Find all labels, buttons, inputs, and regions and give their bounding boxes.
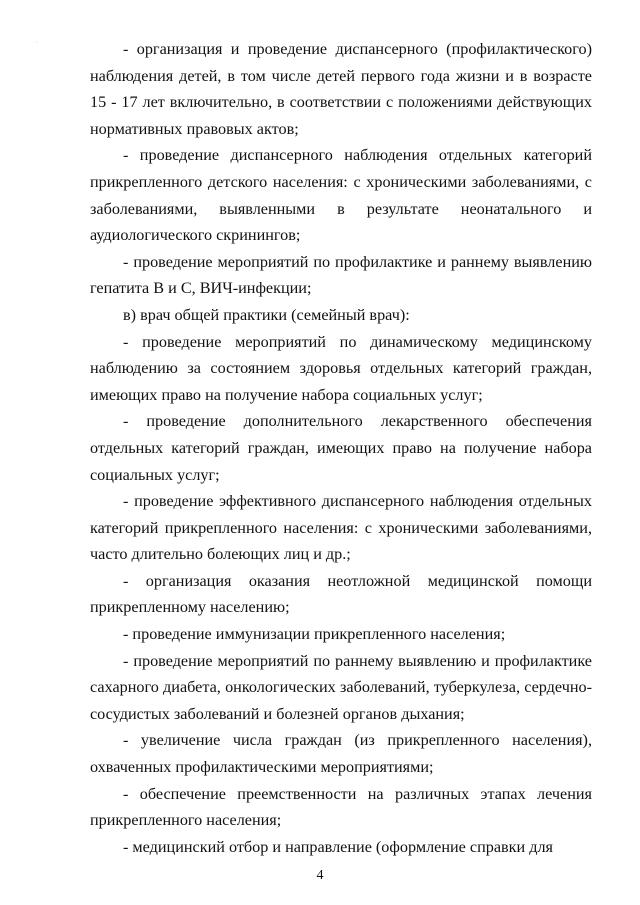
page-number: 4 [316,868,324,883]
paragraph-11: - увеличение числа граждан (из прикрепленного населения), охваченных профилактическими мероприятиями; [90,731,592,777]
paragraph-6: - проведение дополнительного лекарственного обеспечения отдельных категорий граждан, имеющих право на получение набора социальных услуг; [90,412,592,484]
paragraph-2: - проведение диспансерного наблюдения отдельных категорий прикрепленного детского населения: с хроническими заболеваниями, с заболеваниями, выявленными в результате неонатального и аудиологического скринингов; [90,146,592,245]
paragraph-3: - проведение мероприятий по профилактике и раннему выявлению гепатита В и С, ВИЧ-инфекции; [90,252,592,298]
paragraph-8: - организация оказания неотложной медицинской помощи прикрепленному населению; [90,571,592,617]
paragraph-7: - проведение эффективного диспансерного наблюдения отдельных категорий прикрепленного населения: с хроническими заболеваниями, часто длительно болеющих лиц и др.; [90,492,592,564]
paragraph-5: - проведение мероприятий по динамическому медицинскому наблюдению за состоянием здоровья отдельных категорий граждан, имеющих право на получение набора социальных услуг; [90,332,592,404]
paragraph-13: - медицинский отбор и направление (оформление справки для [123,837,554,856]
paragraph-9: - проведение иммунизации прикрепленного населения; [123,625,506,644]
body-text [90,36,592,860]
scan-mark: · [36,40,38,46]
paragraph-1: - организация и проведение диспансерного (профилактического) наблюдения детей, в том числе детей первого года жизни и в возрасте 15 - 17 лет включительно, в соответствии с положениями действующих нормативных правовых актов; [90,40,592,138]
paragraph-4: в) врач общей практики (семейный врач): [123,305,410,324]
paragraph-10: - проведение мероприятий по раннему выявлению и профилактике сахарного диабета, онкологических заболеваний, туберкулеза, сердечно-сосудистых заболеваний и болезней органов дыхания; [90,651,592,723]
paragraph-12: - обеспечение преемственности на различных этапах лечения прикрепленного населения; [90,784,592,830]
